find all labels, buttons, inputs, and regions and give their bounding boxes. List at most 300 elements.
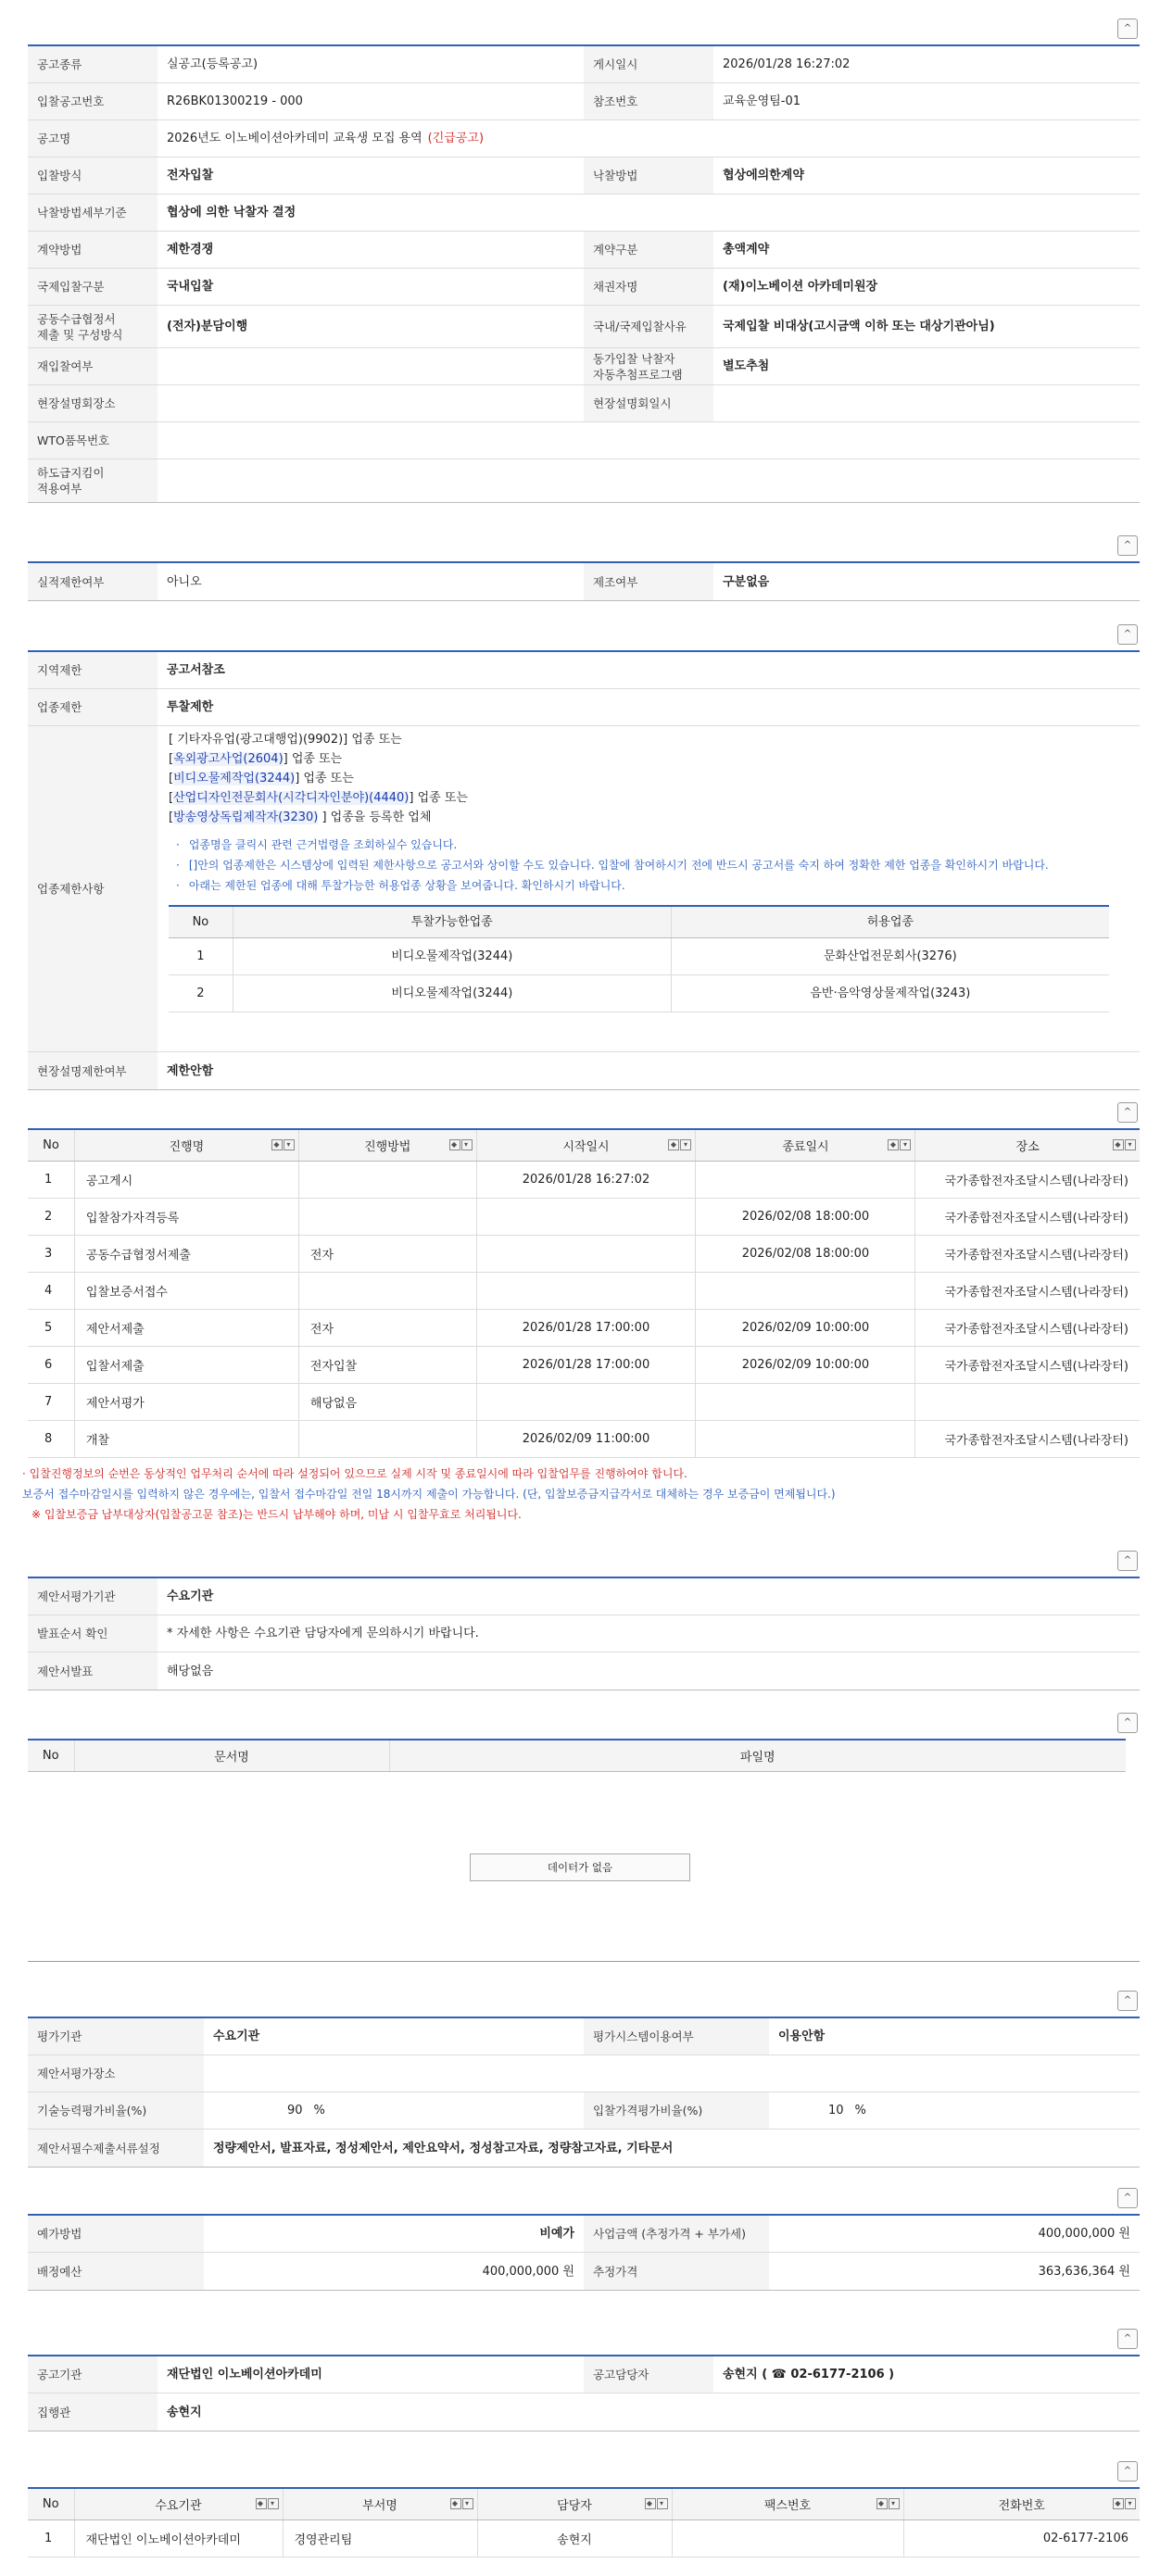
chevron-up-icon: ^	[1123, 1555, 1132, 1565]
table-cell: 개찰	[74, 1420, 298, 1457]
chevron-up-icon: ^	[1123, 2466, 1132, 2476]
field-value: 아니오	[167, 574, 202, 589]
industry-line	[169, 788, 1130, 808]
general-grid	[28, 44, 1140, 503]
table-cell: 8	[28, 1420, 74, 1457]
field-value: 이용안함	[778, 2029, 826, 2043]
table-cell	[476, 1235, 696, 1272]
sort-icon[interactable]: ◆	[256, 2498, 267, 2509]
undefined-header	[28, 2323, 1140, 2355]
field-value: 수요기관	[167, 1590, 214, 1603]
table-cell: 전자	[298, 1235, 476, 1272]
info-row	[28, 1652, 1140, 1690]
table-cell: 2026/02/09 10:00:00	[696, 1346, 915, 1383]
info-row	[28, 689, 1140, 726]
note-line: · 업종명을 클릭시 관련 근거법령을 조회하실수 있습니다.	[176, 838, 458, 851]
field-value: 제한안함	[167, 1063, 214, 1078]
undefined-header	[28, 2182, 1140, 2214]
table-cell: 2026/02/08 18:00:00	[696, 1235, 915, 1272]
filter-icon[interactable]: ▾	[1125, 2498, 1136, 2509]
table-cell	[476, 1198, 696, 1235]
sort-icon[interactable]: ◆	[1113, 2498, 1124, 2509]
field-label: 실적제한여부	[28, 563, 158, 600]
bracket: [	[169, 810, 174, 824]
filter-icon[interactable]: ▾	[680, 1139, 691, 1150]
field-label: 국내/국제입찰사유	[584, 306, 713, 347]
field-value	[204, 2055, 1140, 2092]
table-cell: 전자입찰	[298, 1346, 476, 1383]
filter-icon[interactable]: ▾	[284, 1139, 295, 1150]
demand-table	[28, 2487, 1140, 2557]
field-value: 송현지	[167, 2405, 202, 2419]
field-value: (전자)분담이행	[167, 320, 248, 333]
table-row	[28, 1309, 1140, 1346]
tech-ratio: 90	[287, 2104, 303, 2117]
info-row	[28, 232, 1140, 269]
table-cell: 국가종합전자조달시스템(나라장터)	[915, 1346, 1140, 1383]
table-cell: 국가종합전자조달시스템(나라장터)	[915, 1420, 1140, 1457]
table-cell: 공동수급협정서제출	[74, 1235, 298, 1272]
table-cell: 2026/01/28 16:27:02	[476, 1161, 696, 1198]
chevron-up-icon: ^	[1123, 1107, 1132, 1117]
field-label: 배정예산	[28, 2253, 204, 2290]
field-label: 현장설명회장소	[28, 385, 158, 421]
field-label: 동가입찰 낙찰자 자동추첨프로그램	[584, 348, 713, 384]
chevron-up-icon: ^	[1123, 1717, 1132, 1728]
collapse-button[interactable]	[1117, 2188, 1138, 2208]
progress-note: 보증서 접수마감일시를 입력하지 않은 경우에는, 입찰서 접수마감일 전일 18시까지 제출이 가능합니다. (단, 입찰보증금지급각서로 대체하는 경우 보증금이 면제됩니다.)	[22, 1487, 836, 1501]
[object Object]-header	[28, 1097, 1140, 1128]
sort-icon[interactable]: ◆	[450, 2498, 461, 2509]
industry-suffix: ] 업종 또는	[295, 772, 354, 785]
field-value: (재)이노베이션 아카데미원장	[723, 280, 878, 294]
undefined	[28, 13, 1140, 503]
rfp-table	[28, 1739, 1126, 1772]
sort-control[interactable]	[449, 2498, 473, 2509]
info-row	[28, 83, 1140, 120]
field-label: 평가기관	[28, 2018, 204, 2055]
table-row	[169, 974, 1109, 1012]
column-header: 부서명	[362, 2498, 397, 2513]
field-label: 업종제한사항	[28, 726, 158, 1051]
chevron-up-icon: ^	[1123, 540, 1132, 550]
collapse-button[interactable]	[1117, 1102, 1138, 1123]
chevron-up-icon: ^	[1123, 629, 1132, 639]
allowed-industry-table	[169, 905, 1109, 1012]
field-value	[158, 348, 584, 384]
industry-line	[169, 749, 1130, 769]
table-row	[28, 2519, 1140, 2557]
unit: %	[313, 2104, 325, 2117]
field-label: 제안서평가장소	[28, 2055, 204, 2092]
table-cell: 국가종합전자조달시스템(나라장터)	[915, 1272, 1140, 1309]
bracket: [	[169, 752, 174, 766]
table-cell: 국가종합전자조달시스템(나라장터)	[915, 1198, 1140, 1235]
field-value	[713, 385, 1140, 421]
industry-suffix: ] 업종 또는	[409, 791, 468, 805]
sort-icon[interactable]: ◆	[888, 1139, 899, 1150]
info-row	[28, 2356, 1140, 2394]
industry-detail	[158, 726, 1140, 1051]
filter-icon[interactable]: ▾	[900, 1139, 911, 1150]
field-label: 업종제한	[28, 689, 158, 725]
urgent-tag: (긴급공고)	[427, 132, 485, 145]
field-value	[158, 459, 1140, 502]
field-value: 재단법인 이노베이션아카데미	[167, 2368, 322, 2381]
progress-note: ※ 입찰보증금 납부대상자(입찰공고문 참조)는 반드시 납부해야 하며, 미납 시 입찰무효로 처리됩니다.	[32, 1507, 522, 1521]
column-header: 팩스번호	[763, 2498, 812, 2513]
table-cell: 재단법인 이노베이션아카데미	[74, 2519, 283, 2557]
sort-icon[interactable]: ◆	[271, 1139, 283, 1150]
column-header: 진행명	[169, 1139, 205, 1154]
info-row	[28, 1052, 1140, 1089]
field-label: 제조여부	[584, 563, 713, 600]
collapse-button[interactable]	[1117, 2329, 1138, 2349]
progress-note: · 입찰진행정보의 순번은 동상적인 업무처리 순서에 따라 설정되어 있으므로 실제 시작 및 종료일시에 따라 입찰업무를 진행하여야 합니다.	[22, 1466, 687, 1480]
table-cell: 경영관리팀	[283, 2519, 477, 2557]
info-row	[28, 652, 1140, 689]
filter-icon[interactable]: ▾	[462, 2498, 473, 2509]
bracket: [	[169, 733, 178, 747]
field-value: 400,000,000 원	[1038, 2227, 1130, 2241]
progress-table	[28, 1128, 1140, 1458]
field-label: 예가방법	[28, 2216, 204, 2252]
info-row	[28, 2130, 1140, 2167]
field-label: 공동수급협정서 제출 및 구성방식	[28, 306, 158, 347]
table-cell: 제안서평가	[74, 1383, 298, 1420]
table-cell: 2026/02/09 11:00:00	[476, 1420, 696, 1457]
table-row	[28, 1383, 1140, 1420]
column-header: No	[42, 2496, 59, 2511]
field-value	[158, 195, 1140, 231]
table-cell	[476, 1272, 696, 1309]
column-header: No	[43, 1137, 59, 1152]
filter-icon[interactable]: ▾	[268, 2498, 279, 2509]
table-cell: 송현지	[477, 2519, 672, 2557]
field-value: 전자입찰	[167, 169, 214, 182]
[object Object]-header	[28, 1707, 1140, 1739]
column-header: 허용업종	[671, 906, 1109, 937]
info-row	[28, 2253, 1140, 2290]
undefined-header	[28, 1985, 1140, 2017]
bracket: [	[169, 791, 174, 805]
table-cell: 02-6177-2106	[903, 2519, 1140, 2557]
sort-control[interactable]	[887, 1139, 911, 1150]
table-cell	[696, 1420, 915, 1457]
table-cell: 비디오물제작업(3244)	[233, 937, 671, 974]
field-label: 계약구분	[584, 232, 713, 268]
table-row	[28, 1346, 1140, 1383]
table-cell	[298, 1198, 476, 1235]
field-label: 사업금액 (추정가격 + 부가세)	[584, 2216, 769, 2252]
info-row	[28, 1578, 1140, 1615]
info-row	[28, 2216, 1140, 2253]
chevron-up-icon: ^	[1123, 23, 1132, 33]
field-label: 입찰방식	[28, 157, 158, 194]
table-cell	[915, 1383, 1140, 1420]
column-header: 투찰가능한업종	[233, 906, 671, 937]
filter-icon[interactable]: ▾	[1125, 1139, 1136, 1150]
field-value: 400,000,000 원	[482, 2264, 574, 2279]
sort-icon[interactable]: ◆	[645, 2498, 656, 2509]
table-cell: 문화산업전문회사(3276)	[671, 937, 1109, 974]
sort-icon[interactable]: ◆	[668, 1139, 679, 1150]
field-value: 교육운영팀-01	[723, 94, 801, 108]
info-row	[28, 563, 1140, 600]
table-cell: 국가종합전자조달시스템(나라장터)	[915, 1235, 1140, 1272]
sort-icon[interactable]: ◆	[876, 2498, 888, 2509]
[object Object]-header	[28, 2456, 1140, 2487]
collapse-button[interactable]	[1117, 1713, 1138, 1733]
[object Object]	[28, 2456, 1140, 2557]
field-value: 구분없음	[723, 574, 770, 589]
info-row	[28, 2092, 1140, 2130]
table-row	[169, 937, 1109, 974]
sort-control[interactable]	[448, 1139, 473, 1150]
table-cell: 공고게시	[74, 1161, 298, 1198]
column-header: 진행방법	[364, 1139, 411, 1154]
industry-suffix: ] 업종 또는	[283, 752, 343, 766]
field-label: 공고담당자	[584, 2356, 713, 2393]
column-header: 종료일시	[782, 1139, 829, 1154]
collapse-button[interactable]	[1117, 1551, 1138, 1571]
info-row	[28, 2394, 1140, 2431]
chevron-up-icon: ^	[1123, 2193, 1132, 2203]
info-row	[28, 1615, 1140, 1652]
table-cell: 2	[28, 1198, 74, 1235]
undefined	[28, 2182, 1140, 2291]
field-value	[158, 120, 1140, 157]
sort-control[interactable]	[667, 1139, 691, 1150]
industry-link[interactable]: 산업디자인전문회사(시각디자인분야)(4440)	[173, 791, 410, 805]
table-cell	[298, 1161, 476, 1198]
table-row	[28, 1198, 1140, 1235]
field-value	[158, 385, 584, 421]
field-label: 국제입찰구분	[28, 269, 158, 305]
table-cell: 2026/01/28 17:00:00	[476, 1309, 696, 1346]
field-value: 수요기관	[213, 2029, 260, 2043]
column-header: 전화번호	[998, 2498, 1045, 2513]
sort-icon[interactable]: ◆	[449, 1139, 460, 1150]
table-cell	[298, 1420, 476, 1457]
undefined	[28, 2323, 1140, 2431]
field-label: 재입찰여부	[28, 348, 158, 384]
field-label: 집행관	[28, 2394, 158, 2431]
field-value: * 자세한 사항은 수요기관 담당자에게 문의하시기 바랍니다.	[167, 1627, 479, 1640]
undefined	[28, 530, 1140, 601]
table-cell	[696, 1383, 915, 1420]
info-row	[28, 348, 1140, 385]
chevron-up-icon: ^	[1123, 2333, 1132, 2344]
table-cell	[672, 2519, 903, 2557]
table-cell: 전자	[298, 1309, 476, 1346]
industry-line	[169, 769, 1130, 788]
column-header: No	[169, 906, 233, 937]
filter-icon[interactable]: ▾	[657, 2498, 668, 2509]
info-row	[28, 195, 1140, 232]
field-value: 국제입찰 비대상(고시금액 이하 또는 대상기관아님)	[723, 320, 995, 333]
industry-line	[169, 808, 1130, 827]
table-cell: 2026/01/28 17:00:00	[476, 1346, 696, 1383]
filter-icon[interactable]: ▾	[889, 2498, 900, 2509]
table-cell: 2	[169, 974, 233, 1012]
column-header: 담당자	[557, 2498, 592, 2513]
sort-control[interactable]	[255, 2498, 279, 2509]
field-value: 2026/01/28 16:27:02	[723, 57, 851, 71]
field-label: 발표순서 확인	[28, 1615, 158, 1652]
industry-link[interactable]: 옥외광고사업(2604)	[173, 752, 284, 766]
sort-control[interactable]	[644, 2498, 668, 2509]
table-cell: 음반·음악영상물제작업(3243)	[671, 974, 1109, 1012]
table-row	[28, 1272, 1140, 1309]
note-text: []안의 업종제한은 시스템상에 입력된 제한사항으로 공고서와 상이할 수도 있습니다. 입찰에 참여하시기 전에 반드시 공고서를 숙지 하여 정확한 제한 업종을 확인하시기 바랍니다.	[188, 859, 1049, 872]
column-header: 수요기관	[155, 2498, 202, 2513]
column-header: 장소	[1015, 1139, 1040, 1154]
info-row	[28, 459, 1140, 502]
field-label: 평가시스템이용여부	[584, 2018, 769, 2055]
note-line: · 아래는 제한된 업종에 대해 투찰가능한 허용업종 상황을 보여줍니다. 확인하시기 바랍니다.	[176, 879, 625, 892]
field-value: 국내입찰	[167, 280, 214, 294]
sort-icon[interactable]: ◆	[1113, 1139, 1124, 1150]
field-label: 채권자명	[584, 269, 713, 305]
industry-line	[169, 730, 1130, 749]
info-row	[28, 422, 1140, 459]
undefined	[28, 1985, 1140, 2168]
undefined-header	[28, 530, 1140, 561]
field-value: 제한경쟁	[167, 243, 214, 257]
info-row	[28, 269, 1140, 306]
table-cell: 국가종합전자조달시스템(나라장터)	[915, 1161, 1140, 1198]
field-label: 기술능력평가비율(%)	[28, 2092, 204, 2129]
undefined	[28, 619, 1140, 1090]
sort-control[interactable]	[1112, 2498, 1136, 2509]
industry-link[interactable]: 비디오물제작업(3244)	[173, 772, 296, 785]
table-cell: 비디오물제작업(3244)	[233, 974, 671, 1012]
table-cell: 1	[28, 2519, 74, 2557]
sort-control[interactable]	[876, 2498, 900, 2509]
filter-icon[interactable]: ▾	[461, 1139, 473, 1150]
field-value: R26BK01300219 - 000	[167, 94, 303, 108]
table-cell: 3	[28, 1235, 74, 1272]
collapse-button[interactable]	[1117, 2461, 1138, 2482]
collapse-button[interactable]	[1117, 624, 1138, 645]
field-label: WTO품목번호	[28, 422, 158, 459]
table-cell: 2026/02/09 10:00:00	[696, 1309, 915, 1346]
table-cell: 입찰참가자격등록	[74, 1198, 298, 1235]
column-header: 파일명	[389, 1740, 1126, 1771]
field-label: 입찰가격평가비율(%)	[584, 2092, 769, 2129]
undefined-header	[28, 13, 1140, 44]
field-text: 2026년도 이노베이션아카데미 교육생 모집 용역	[167, 132, 422, 145]
field-label: 제안서평가기관	[28, 1578, 158, 1615]
field-value: 공고서참조	[167, 663, 225, 677]
sort-control[interactable]	[1112, 1139, 1136, 1150]
table-cell: 2026/02/08 18:00:00	[696, 1198, 915, 1235]
table-row	[28, 1161, 1140, 1198]
field-value: 363,636,364 원	[1038, 2264, 1130, 2279]
field-label: 게시일시	[584, 46, 713, 82]
table-cell	[298, 1272, 476, 1309]
info-row	[28, 120, 1140, 157]
field-value: 실공고(등록공고)	[167, 57, 258, 71]
table-cell: 6	[28, 1346, 74, 1383]
field-label: 제안서발표	[28, 1652, 158, 1690]
table-cell: 해당없음	[298, 1383, 476, 1420]
table-cell: 5	[28, 1309, 74, 1346]
info-row	[28, 157, 1140, 195]
industry-suffix: ] 업종 또는	[343, 733, 402, 747]
sort-control[interactable]	[271, 1139, 295, 1150]
industry-link[interactable]: 방송영상독립제작자(3230)	[173, 810, 319, 824]
field-label: 지역제한	[28, 652, 158, 688]
undefined-header	[28, 1545, 1140, 1577]
field-value: 정량제안서, 발표자료, 정성제안서, 제안요약서, 정성참고자료, 정량참고자료, 기타문서	[213, 2141, 674, 2155]
field-label: 공고명	[28, 120, 158, 157]
table-cell: 입찰서제출	[74, 1346, 298, 1383]
[object Object]	[22, 1097, 1140, 1525]
industry-link[interactable]: 기타자유업(광고대행업)(9902)	[177, 733, 344, 747]
field-text: 협상에 의한 낙찰자 결정	[167, 206, 296, 220]
table-cell: 1	[28, 1161, 74, 1198]
price-ratio: 10	[828, 2104, 844, 2117]
collapse-button[interactable]	[1117, 19, 1138, 39]
field-value: 총액계약	[723, 243, 770, 257]
info-row	[28, 306, 1140, 348]
note-line: · []안의 업종제한은 시스템상에 입력된 제한사항으로 공고서와 상이할 수도 있습니다. 입찰에 참여하시기 전에 반드시 공고서를 숙지 하여 정확한 제한 업종을 확인하시기 바랍니다.	[176, 859, 1049, 872]
table-cell: 1	[169, 937, 233, 974]
field-label: 추정가격	[584, 2253, 769, 2290]
undefined-header	[28, 619, 1140, 650]
column-header: No	[28, 1740, 74, 1771]
field-label: 계약방법	[28, 232, 158, 268]
field-label: 제안서필수제출서류설정	[28, 2130, 204, 2167]
field-label: 참조번호	[584, 83, 713, 119]
table-row	[28, 1235, 1140, 1272]
field-value: 협상에의한계약	[723, 169, 804, 182]
field-value	[158, 422, 1140, 459]
bracket: [	[169, 772, 174, 785]
table-cell: 제안서제출	[74, 1309, 298, 1346]
table-cell: 7	[28, 1383, 74, 1420]
table-cell: 입찰보증서접수	[74, 1272, 298, 1309]
empty-message: 데이터가 없음	[470, 1853, 690, 1881]
column-header: 시작일시	[562, 1139, 610, 1154]
field-label: 낙찰방법	[584, 157, 713, 194]
collapse-button[interactable]	[1117, 1991, 1138, 2011]
field-label: 공고기관	[28, 2356, 158, 2393]
field-label: 하도급지킴이 적용여부	[28, 459, 158, 502]
field-label: 입찰공고번호	[28, 83, 158, 119]
unit: %	[854, 2104, 866, 2117]
field-value: 송현지 ( ☎ 02-6177-2106 )	[723, 2368, 895, 2381]
industry-suffix: ] 업종을 등록한 업체	[318, 810, 432, 824]
note-text: 아래는 제한된 업종에 대해 투찰가능한 허용업종 상황을 보여줍니다. 확인하시기 바랍니다.	[188, 879, 625, 892]
chevron-up-icon: ^	[1123, 1995, 1132, 2005]
field-label: 현장설명제한여부	[28, 1052, 158, 1089]
info-row	[28, 2055, 1140, 2092]
[object Object]	[28, 1707, 1140, 1874]
collapse-button[interactable]	[1117, 535, 1138, 556]
table-cell	[696, 1272, 915, 1309]
field-value: 별도추첨	[723, 359, 770, 373]
field-label: 현장설명회일시	[584, 385, 713, 421]
info-row	[28, 385, 1140, 422]
field-value: 투찰제한	[167, 700, 214, 714]
table-cell	[476, 1383, 696, 1420]
field-value: 비예가	[539, 2227, 574, 2241]
table-cell: 4	[28, 1272, 74, 1309]
table-row	[28, 1420, 1140, 1457]
